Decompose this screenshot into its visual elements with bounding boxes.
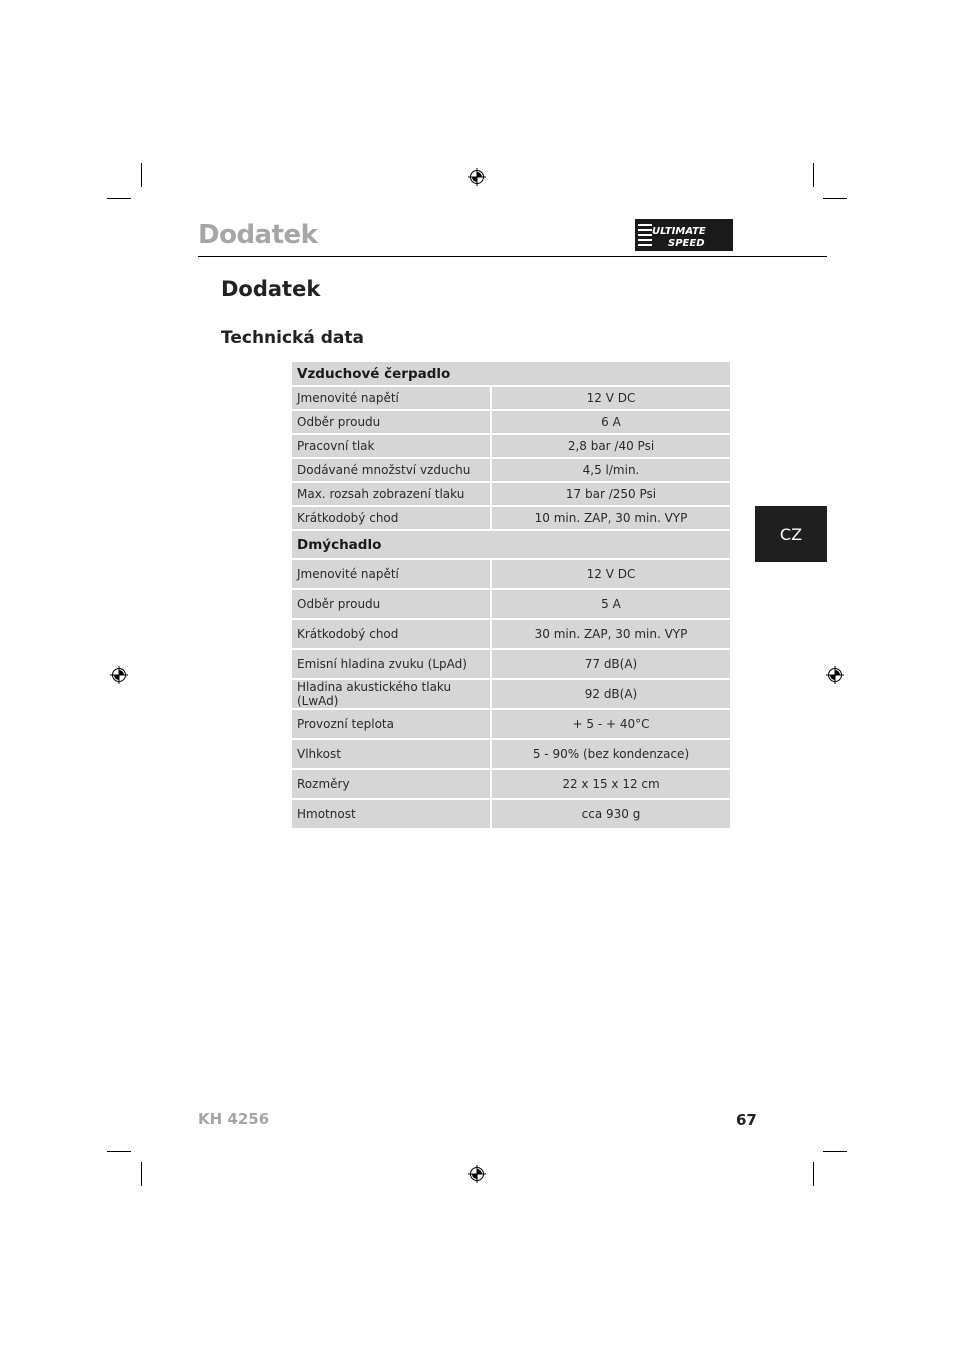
row-label: Odběr proudu — [291, 589, 491, 619]
crop-mark — [141, 1162, 142, 1186]
technical-data-table — [290, 360, 732, 830]
table-row — [291, 679, 731, 709]
row-label: Max. rozsah zobrazení tlaku — [291, 482, 491, 506]
table-row — [291, 559, 731, 589]
section-title: Dmýchadlo — [291, 530, 731, 559]
table-row — [291, 769, 731, 799]
header-divider — [198, 256, 827, 257]
registration-mark-icon — [110, 666, 128, 684]
row-label: Hmotnost — [291, 799, 491, 829]
header-title: Dodatek — [198, 220, 318, 250]
table-row — [291, 799, 731, 829]
table-row — [291, 619, 731, 649]
row-value: 12 V DC — [491, 559, 731, 589]
table-section-header — [291, 530, 731, 559]
row-label: Vlhkost — [291, 739, 491, 769]
page-heading: Dodatek — [221, 277, 321, 301]
crop-mark — [107, 198, 131, 199]
crop-mark — [813, 1162, 814, 1186]
table-row — [291, 482, 731, 506]
crop-mark — [823, 198, 847, 199]
row-label: Emisní hladina zvuku (LpAd) — [291, 649, 491, 679]
row-value: 77 dB(A) — [491, 649, 731, 679]
footer-model-number: KH 4256 — [198, 1110, 270, 1128]
ultimate-speed-logo — [635, 219, 733, 251]
registration-mark-icon — [468, 168, 486, 186]
row-label: Krátkodobý chod — [291, 506, 491, 530]
page-number: 67 — [736, 1111, 757, 1129]
language-tab: CZ — [755, 506, 827, 562]
section-heading: Technická data — [221, 328, 364, 348]
table-row — [291, 709, 731, 739]
row-label: Pracovní tlak — [291, 434, 491, 458]
row-value: 5 A — [491, 589, 731, 619]
row-value: + 5 - + 40°C — [491, 709, 731, 739]
section-title: Vzduchové čerpadlo — [291, 361, 731, 386]
table-row — [291, 649, 731, 679]
row-value: 12 V DC — [491, 386, 731, 410]
row-value: 92 dB(A) — [491, 679, 731, 709]
row-label: Hladina akustického tlaku (LwAd) — [291, 679, 491, 709]
row-value: 2,8 bar /40 Psi — [491, 434, 731, 458]
registration-mark-icon — [826, 666, 844, 684]
row-label: Odběr proudu — [291, 410, 491, 434]
row-label: Jmenovité napětí — [291, 559, 491, 589]
table-section-header — [291, 361, 731, 386]
row-value: cca 930 g — [491, 799, 731, 829]
crop-mark — [813, 163, 814, 187]
registration-mark-icon — [468, 1165, 486, 1183]
table-row — [291, 506, 731, 530]
table-row — [291, 410, 731, 434]
row-value: 30 min. ZAP, 30 min. VYP — [491, 619, 731, 649]
crop-mark — [823, 1151, 847, 1152]
row-value: 17 bar /250 Psi — [491, 482, 731, 506]
table-row — [291, 386, 731, 410]
crop-mark — [107, 1151, 131, 1152]
row-label: Provozní teplota — [291, 709, 491, 739]
row-label: Dodávané množství vzduchu — [291, 458, 491, 482]
row-value: 10 min. ZAP, 30 min. VYP — [491, 506, 731, 530]
row-value: 5 - 90% (bez kondenzace) — [491, 739, 731, 769]
row-label: Jmenovité napětí — [291, 386, 491, 410]
table-row — [291, 589, 731, 619]
row-value: 4,5 l/min. — [491, 458, 731, 482]
table-row — [291, 458, 731, 482]
table-row — [291, 739, 731, 769]
table-row — [291, 434, 731, 458]
crop-mark — [141, 163, 142, 187]
row-value: 6 A — [491, 410, 731, 434]
svg-text:ULTIMATE: ULTIMATE — [652, 226, 706, 237]
row-value: 22 x 15 x 12 cm — [491, 769, 731, 799]
row-label: Rozměry — [291, 769, 491, 799]
row-label: Krátkodobý chod — [291, 619, 491, 649]
svg-text:SPEED: SPEED — [668, 238, 705, 249]
